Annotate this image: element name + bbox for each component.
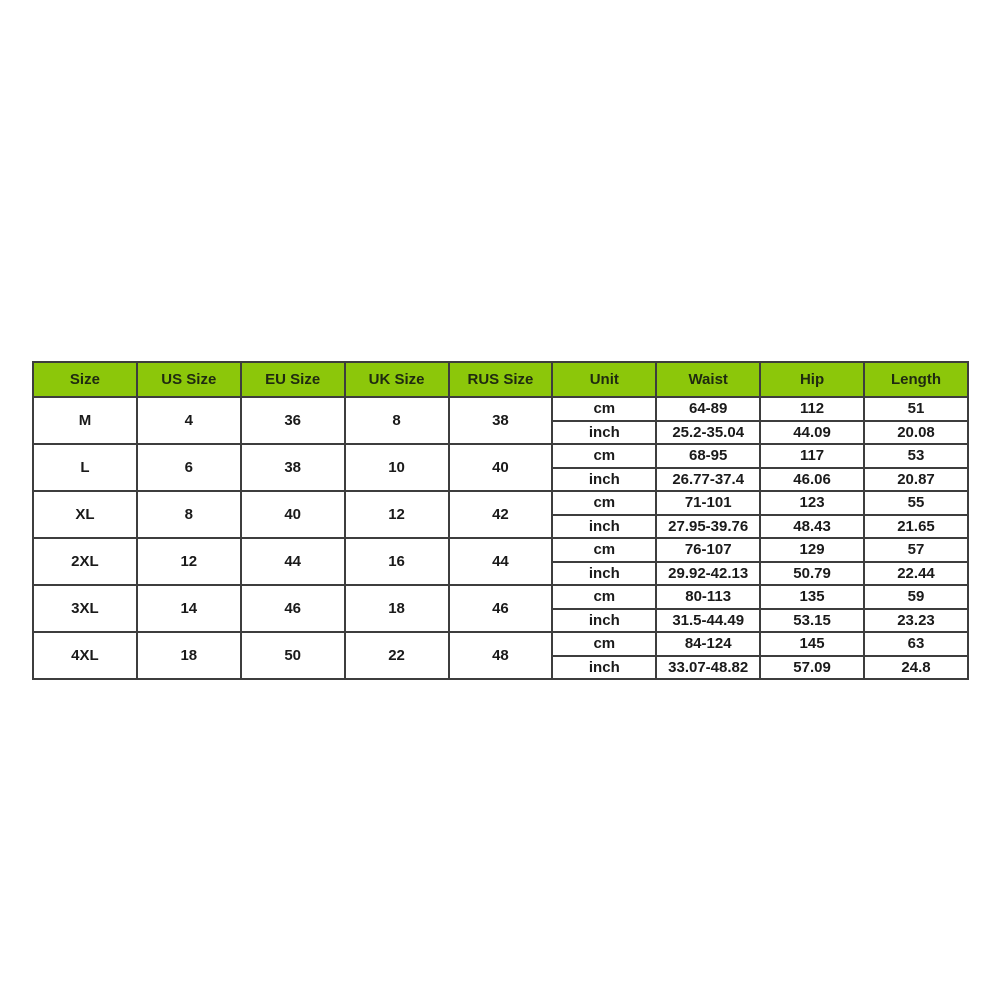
hip-cell: 57.09 <box>760 656 864 680</box>
header-length: Length <box>864 362 968 397</box>
rus-size-cell: 38 <box>449 397 553 444</box>
waist-cell: 84-124 <box>656 632 760 656</box>
waist-cell: 31.5-44.49 <box>656 609 760 633</box>
unit-cell: cm <box>552 632 656 656</box>
unit-cell: cm <box>552 585 656 609</box>
unit-cell: inch <box>552 421 656 445</box>
size-cell: L <box>33 444 137 491</box>
us-size-cell: 8 <box>137 491 241 538</box>
hip-cell: 48.43 <box>760 515 864 539</box>
us-size-cell: 6 <box>137 444 241 491</box>
uk-size-cell: 12 <box>345 491 449 538</box>
table-row-cm <box>33 585 968 609</box>
length-cell: 23.23 <box>864 609 968 633</box>
table-row-cm <box>33 491 968 515</box>
eu-size-cell: 36 <box>241 397 345 444</box>
waist-cell: 64-89 <box>656 397 760 421</box>
table-row-cm <box>33 444 968 468</box>
waist-cell: 68-95 <box>656 444 760 468</box>
hip-cell: 123 <box>760 491 864 515</box>
length-cell: 63 <box>864 632 968 656</box>
unit-cell: cm <box>552 397 656 421</box>
eu-size-cell: 50 <box>241 632 345 679</box>
rus-size-cell: 48 <box>449 632 553 679</box>
length-cell: 22.44 <box>864 562 968 586</box>
hip-cell: 135 <box>760 585 864 609</box>
eu-size-cell: 46 <box>241 585 345 632</box>
hip-cell: 53.15 <box>760 609 864 633</box>
unit-cell: inch <box>552 609 656 633</box>
unit-cell: inch <box>552 656 656 680</box>
header-size: Size <box>33 362 137 397</box>
eu-size-cell: 40 <box>241 491 345 538</box>
unit-cell: inch <box>552 562 656 586</box>
length-cell: 53 <box>864 444 968 468</box>
waist-cell: 76-107 <box>656 538 760 562</box>
header-rus: RUS Size <box>449 362 553 397</box>
waist-cell: 33.07-48.82 <box>656 656 760 680</box>
size-chart-table <box>32 361 969 680</box>
hip-cell: 112 <box>760 397 864 421</box>
header-us: US Size <box>137 362 241 397</box>
uk-size-cell: 8 <box>345 397 449 444</box>
us-size-cell: 4 <box>137 397 241 444</box>
unit-cell: inch <box>552 468 656 492</box>
hip-cell: 129 <box>760 538 864 562</box>
hip-cell: 44.09 <box>760 421 864 445</box>
length-cell: 59 <box>864 585 968 609</box>
waist-cell: 80-113 <box>656 585 760 609</box>
rus-size-cell: 42 <box>449 491 553 538</box>
us-size-cell: 14 <box>137 585 241 632</box>
waist-cell: 25.2-35.04 <box>656 421 760 445</box>
uk-size-cell: 16 <box>345 538 449 585</box>
unit-cell: inch <box>552 515 656 539</box>
length-cell: 20.08 <box>864 421 968 445</box>
header-unit: Unit <box>552 362 656 397</box>
uk-size-cell: 22 <box>345 632 449 679</box>
size-cell: 2XL <box>33 538 137 585</box>
rus-size-cell: 46 <box>449 585 553 632</box>
size-cell: M <box>33 397 137 444</box>
length-cell: 24.8 <box>864 656 968 680</box>
size-cell: 3XL <box>33 585 137 632</box>
hip-cell: 117 <box>760 444 864 468</box>
hip-cell: 145 <box>760 632 864 656</box>
rus-size-cell: 40 <box>449 444 553 491</box>
table-row-cm <box>33 538 968 562</box>
us-size-cell: 12 <box>137 538 241 585</box>
length-cell: 20.87 <box>864 468 968 492</box>
unit-cell: cm <box>552 491 656 515</box>
size-cell: 4XL <box>33 632 137 679</box>
waist-cell: 71-101 <box>656 491 760 515</box>
header-hip: Hip <box>760 362 864 397</box>
eu-size-cell: 44 <box>241 538 345 585</box>
waist-cell: 27.95-39.76 <box>656 515 760 539</box>
unit-cell: cm <box>552 538 656 562</box>
length-cell: 55 <box>864 491 968 515</box>
waist-cell: 29.92-42.13 <box>656 562 760 586</box>
table-row-cm <box>33 397 968 421</box>
waist-cell: 26.77-37.4 <box>656 468 760 492</box>
rus-size-cell: 44 <box>449 538 553 585</box>
size-cell: XL <box>33 491 137 538</box>
header-waist: Waist <box>656 362 760 397</box>
header-row <box>33 362 968 397</box>
header-uk: UK Size <box>345 362 449 397</box>
length-cell: 57 <box>864 538 968 562</box>
us-size-cell: 18 <box>137 632 241 679</box>
eu-size-cell: 38 <box>241 444 345 491</box>
hip-cell: 50.79 <box>760 562 864 586</box>
uk-size-cell: 18 <box>345 585 449 632</box>
unit-cell: cm <box>552 444 656 468</box>
length-cell: 21.65 <box>864 515 968 539</box>
uk-size-cell: 10 <box>345 444 449 491</box>
header-eu: EU Size <box>241 362 345 397</box>
table-row-cm <box>33 632 968 656</box>
length-cell: 51 <box>864 397 968 421</box>
hip-cell: 46.06 <box>760 468 864 492</box>
